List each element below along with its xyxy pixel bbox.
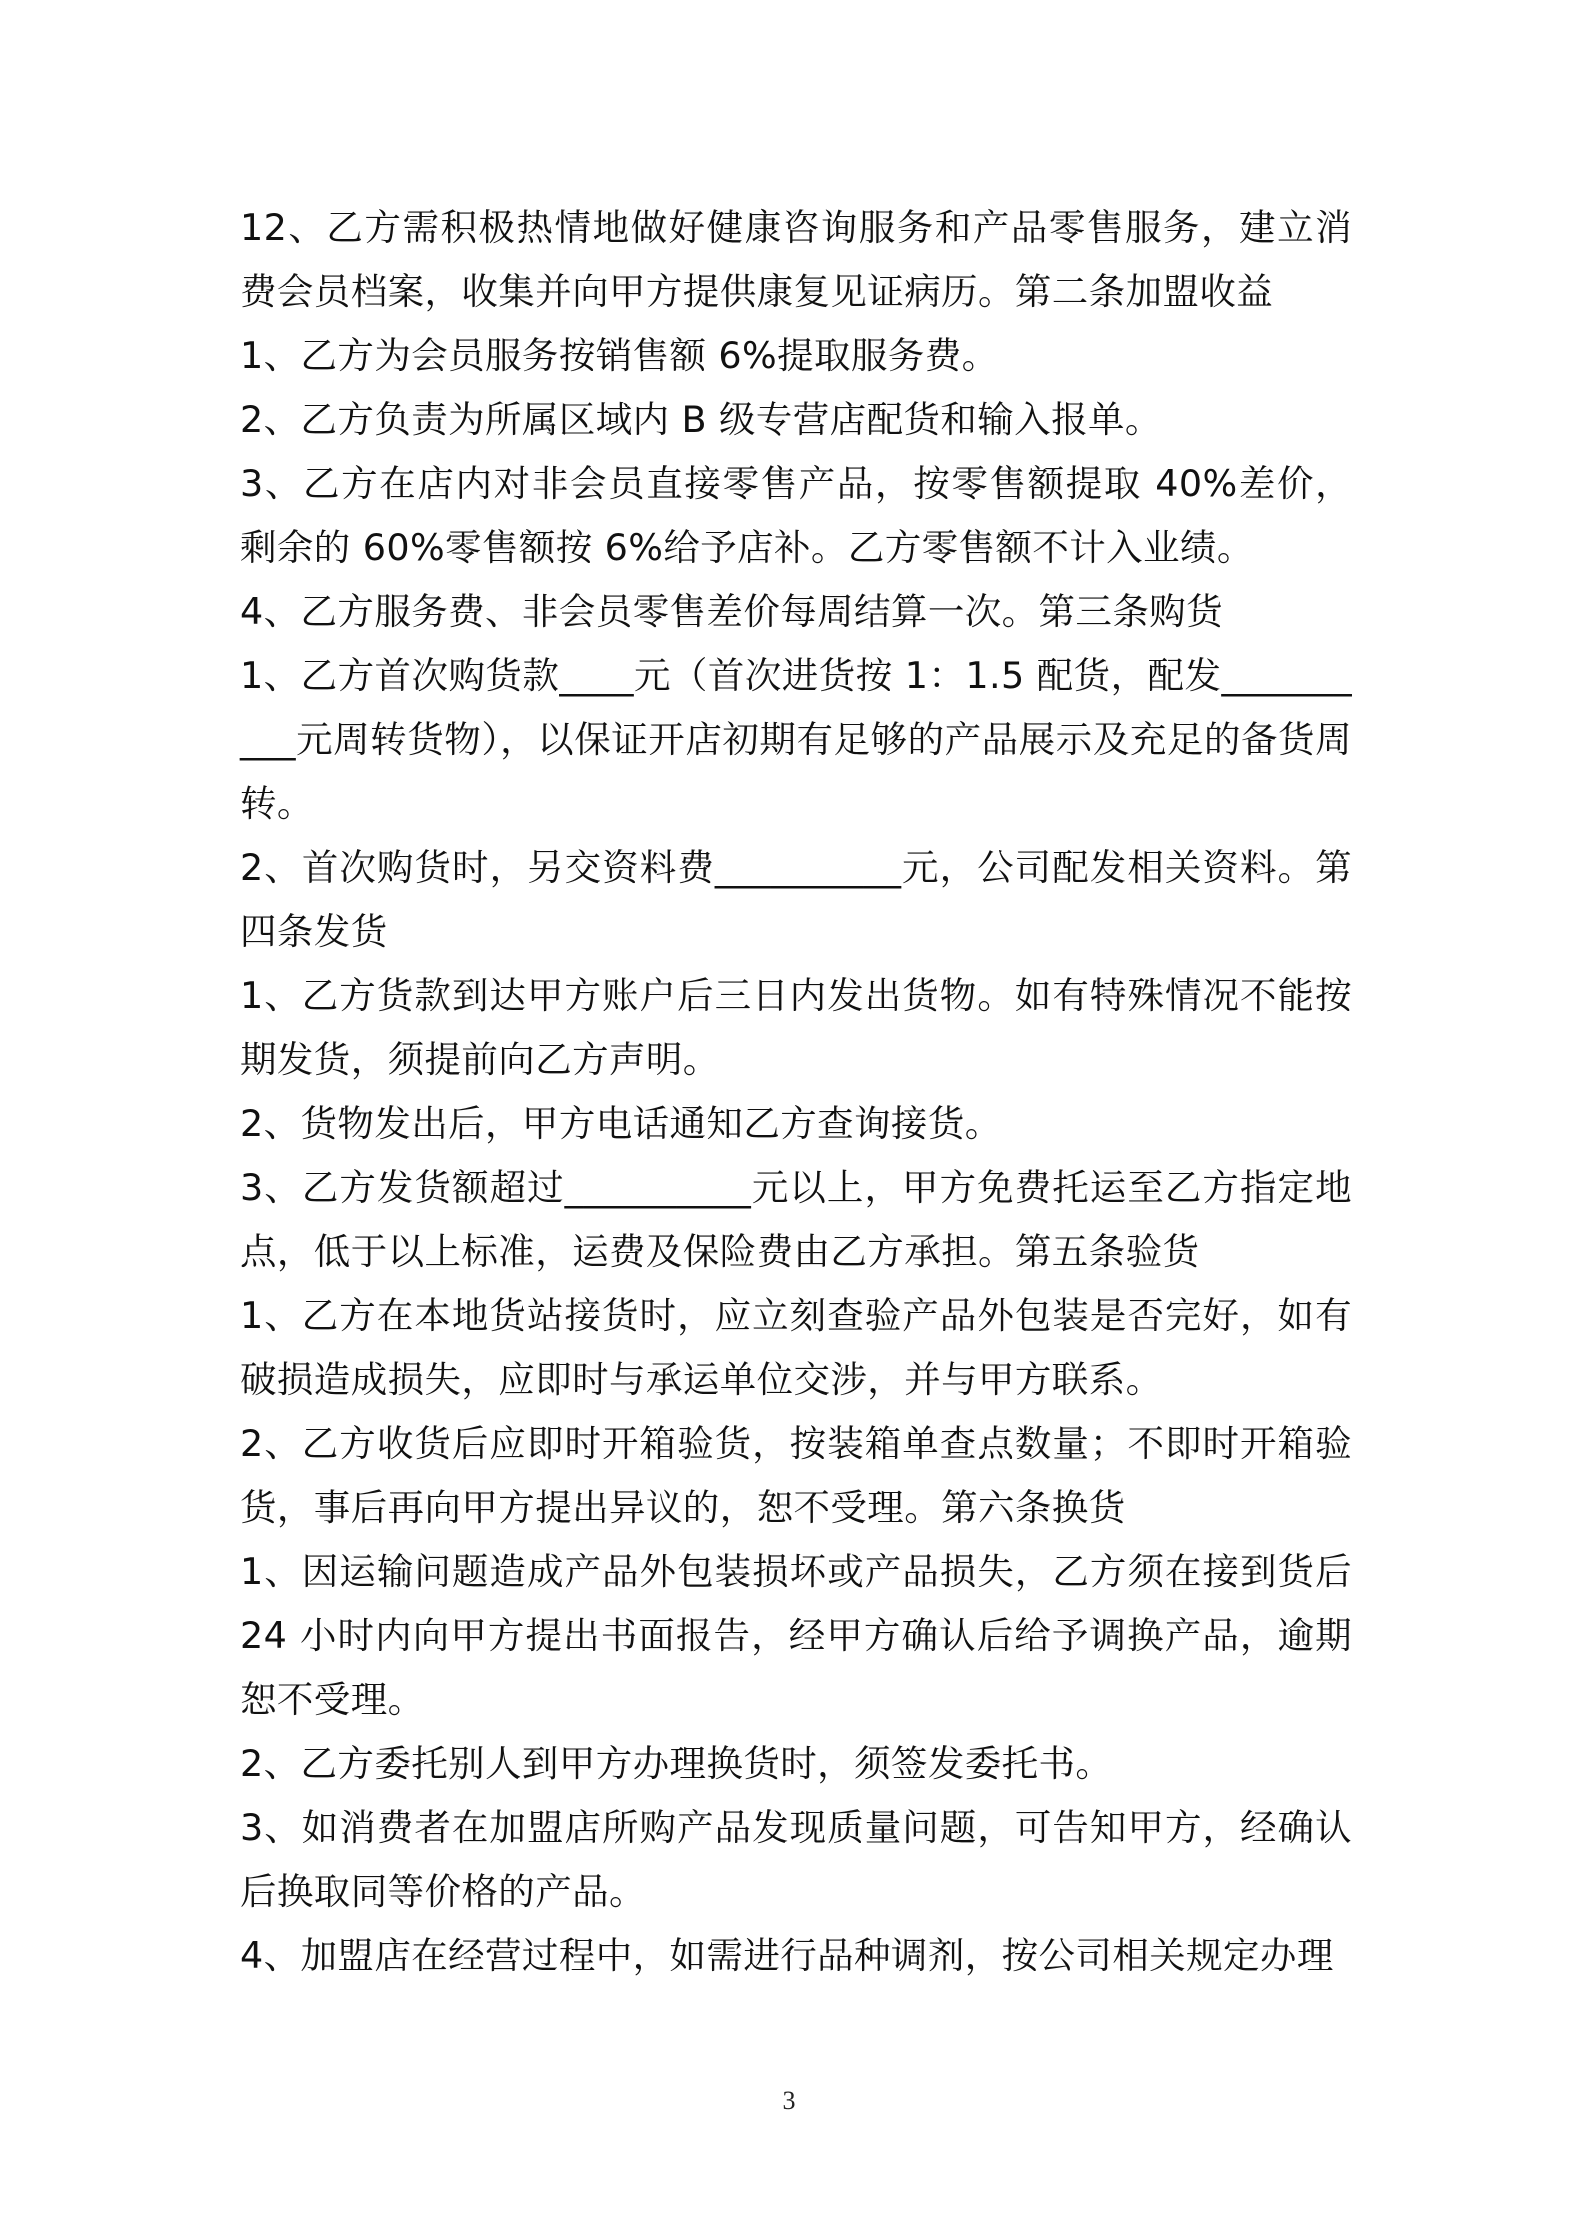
paragraph: 2、乙方委托别人到甲方办理换货时，须签发委托书。: [240, 1742, 1113, 1785]
paragraph: 4、乙方服务费、非会员零售差价每周结算一次。第三条购货: [240, 590, 1224, 633]
paragraph: 2、首次购货时，另交资料费__________元，公司配发相关资料。第四条发货: [240, 846, 1352, 953]
paragraph: 2、乙方负责为所属区域内 B 级专营店配货和输入报单。: [240, 398, 1162, 441]
paragraph: 12、乙方需积极热情地做好健康咨询服务和产品零售服务，建立消费会员档案，收集并向甲方提供康复见证病历。第二条加盟收益: [240, 206, 1352, 313]
paragraph: 2、乙方收货后应即时开箱验货，按装箱单查点数量；不即时开箱验货，事后再向甲方提出异议的，恕不受理。第六条换货: [240, 1422, 1352, 1529]
paragraph: 4、加盟店在经营过程中，如需进行品种调剂，按公司相关规定办理: [240, 1934, 1334, 1977]
paragraph: 3、乙方发货额超过__________元以上，甲方免费托运至乙方指定地点，低于以上标准，运费及保险费由乙方承担。第五条验货: [240, 1166, 1352, 1273]
paragraph: 1、乙方在本地货站接货时，应立刻查验产品外包装是否完好，如有破损造成损失，应即时与承运单位交涉，并与甲方联系。: [240, 1294, 1352, 1401]
paragraph: 1、乙方货款到达甲方账户后三日内发出货物。如有特殊情况不能按期发货，须提前向乙方声明。: [240, 974, 1352, 1081]
paragraph: 1、乙方为会员服务按销售额 6%提取服务费。: [240, 334, 999, 377]
paragraph: 2、货物发出后，甲方电话通知乙方查询接货。: [240, 1102, 1002, 1145]
page-number: 3: [782, 2086, 796, 2115]
document-body: [240, 196, 1352, 1988]
paragraph: 3、如消费者在加盟店所购产品发现质量问题，可告知甲方，经确认后换取同等价格的产品。: [240, 1806, 1352, 1913]
paragraph: 1、乙方首次购货款____元（首次进货按 1：1.5 配货，配发__________元周转货物），以保证开店初期有足够的产品展示及充足的备货周转。: [240, 654, 1352, 825]
paragraph: 1、因运输问题造成产品外包装损坏或产品损失，乙方须在接到货后 24 小时内向甲方提出书面报告，经甲方确认后给予调换产品，逾期恕不受理。: [240, 1550, 1352, 1721]
paragraph: 3、乙方在店内对非会员直接零售产品，按零售额提取 40%差价，剩余的 60%零售额按 6%给予店补。乙方零售额不计入业绩。: [240, 462, 1352, 569]
